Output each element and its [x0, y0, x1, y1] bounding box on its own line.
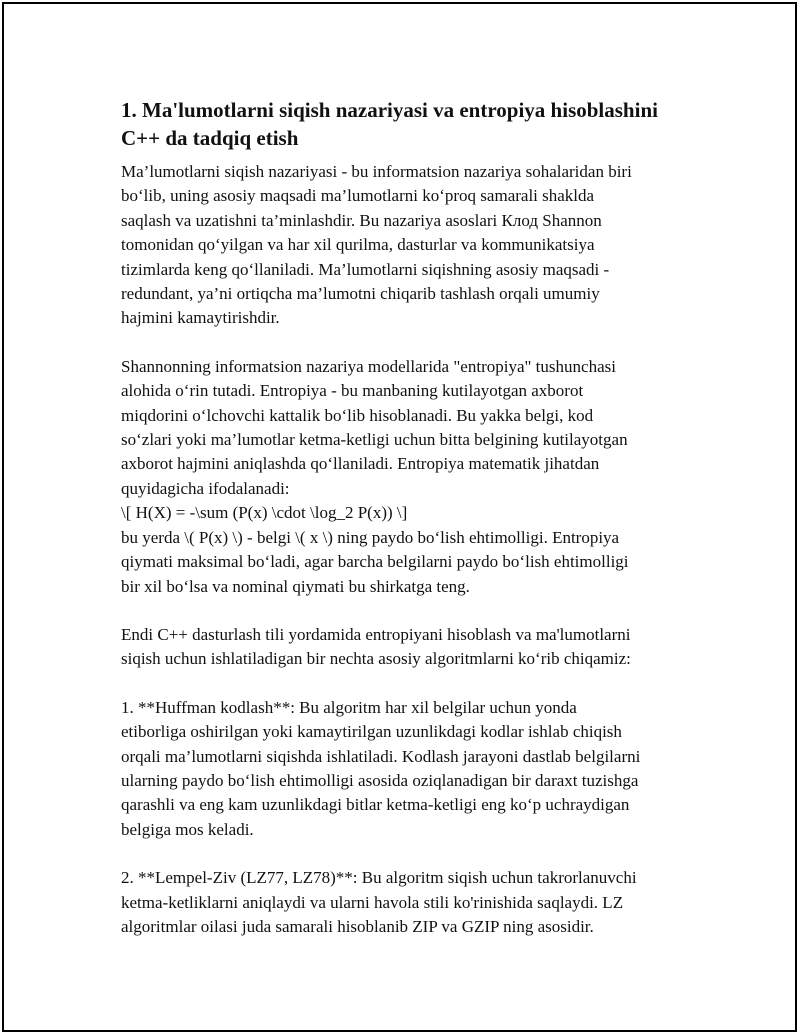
text-line: siqish uchun ishlatiladigan bir nechta asosiy algoritmlarni ko‘rib chiqamiz: — [121, 649, 631, 669]
text-line: belgiga mos keladi. — [121, 819, 254, 839]
text-line: ketma-ketliklarni aniqlaydi va ularni havola stili ko'rinishida saqlaydi. LZ — [121, 892, 624, 912]
text-line: qarashli va eng kam uzunlikdagi bitlar ketma-ketligi eng ko‘p uchraydigan — [121, 795, 630, 815]
text-line: hajmini kamaytirishdir. — [121, 308, 280, 328]
text-line: 2. **Lempel-Ziv (LZ77, LZ78)**: Bu algoritm siqish uchun takrorlanuvchi — [121, 868, 637, 888]
paragraph-cpp-intro — [121, 623, 701, 672]
text-line: so‘zlari yoki ma’lumotlar ketma-ketligi uchun bitta belgining kutilayotgan — [121, 430, 628, 450]
text-line: Shannonning informatsion nazariya modellarida "entropiya" tushunchasi — [121, 356, 616, 376]
text-line: Endi C++ dasturlash tili yordamida entropiyani hisoblash va ma'lumotlarni — [121, 624, 631, 644]
text-line: axborot hajmini aniqlashda qo‘llaniladi. Entropiya matematik jihatdan — [121, 454, 600, 474]
text-line: algoritmlar oilasi juda samarali hisoblanib ZIP va GZIP ning asosidir. — [121, 916, 594, 936]
text-line: redundant, ya’ni ortiqcha ma’lumotni chiqarib tashlash orqali umumiy — [121, 284, 600, 304]
text-line: Ma’lumotlarni siqish nazariyasi - bu informatsion nazariya sohalaridan biri — [121, 162, 632, 181]
text-line: qiymati maksimal bo‘ladi, agar barcha belgilarni paydo bo‘lish ehtimolligi — [121, 552, 629, 572]
text-line: bu yerda \( P(x) \) - belgi \( x \) ning paydo bo‘lish ehtimolligi. Entropiya — [121, 527, 620, 547]
text-line: tizimlarda keng qo‘llaniladi. Ma’lumotlarni siqishning asosiy maqsadi - — [121, 259, 610, 279]
text-line: saqlash va uzatishni ta’minlashdir. Bu nazariya asoslari Клод Shannon — [121, 210, 602, 230]
title-line: C++ da tadqiq etish — [121, 126, 299, 150]
paragraph-lempel-ziv — [121, 866, 701, 939]
paragraph-intro — [121, 160, 701, 331]
document-title — [121, 96, 701, 152]
title-line: 1. Ma'lumotlarni siqish nazariyasi va entropiya hisoblashini — [121, 98, 658, 122]
text-line: orqali ma’lumotlarni siqishda ishlatiladi. Kodlash jarayoni dastlab belgilarni — [121, 746, 641, 766]
text-line: tomonidan qo‘yilgan va har xil qurilma, dasturlar va kommunikatsiya — [121, 235, 595, 255]
text-line: miqdorini o‘lchovchi kattalik bo‘lib hisoblanadi. Bu yakka belgi, kod — [121, 405, 594, 425]
text-line: etiborliga oshirilgan yoki kamaytirilgan uzunlikdagi kodlar ishlab chiqish — [121, 722, 622, 742]
text-line: quyidagicha ifodalanadi: — [121, 478, 290, 498]
text-line: bo‘lib, uning asosiy maqsadi ma’lumotlarni ko‘proq samarali shaklda — [121, 186, 595, 206]
text-line: alohida o‘rin tutadi. Entropiya - bu manbaning kutilayotgan axborot — [121, 381, 584, 401]
text-line: bir xil bo‘lsa va nominal qiymati bu shirkatga teng. — [121, 576, 470, 596]
formula-line: \[ H(X) = -\sum (P(x) \cdot \log_2 P(x)) \] — [121, 503, 408, 523]
text-line: ularning paydo bo‘lish ehtimolligi asosida oziqlanadigan bir daraxt tuzishga — [121, 770, 639, 790]
document-body — [121, 96, 701, 963]
page-frame — [2, 2, 797, 1032]
paragraph-huffman — [121, 696, 701, 842]
text-line: 1. **Huffman kodlash**: Bu algoritm har xil belgilar uchun yonda — [121, 697, 577, 717]
paragraph-entropy — [121, 355, 701, 599]
